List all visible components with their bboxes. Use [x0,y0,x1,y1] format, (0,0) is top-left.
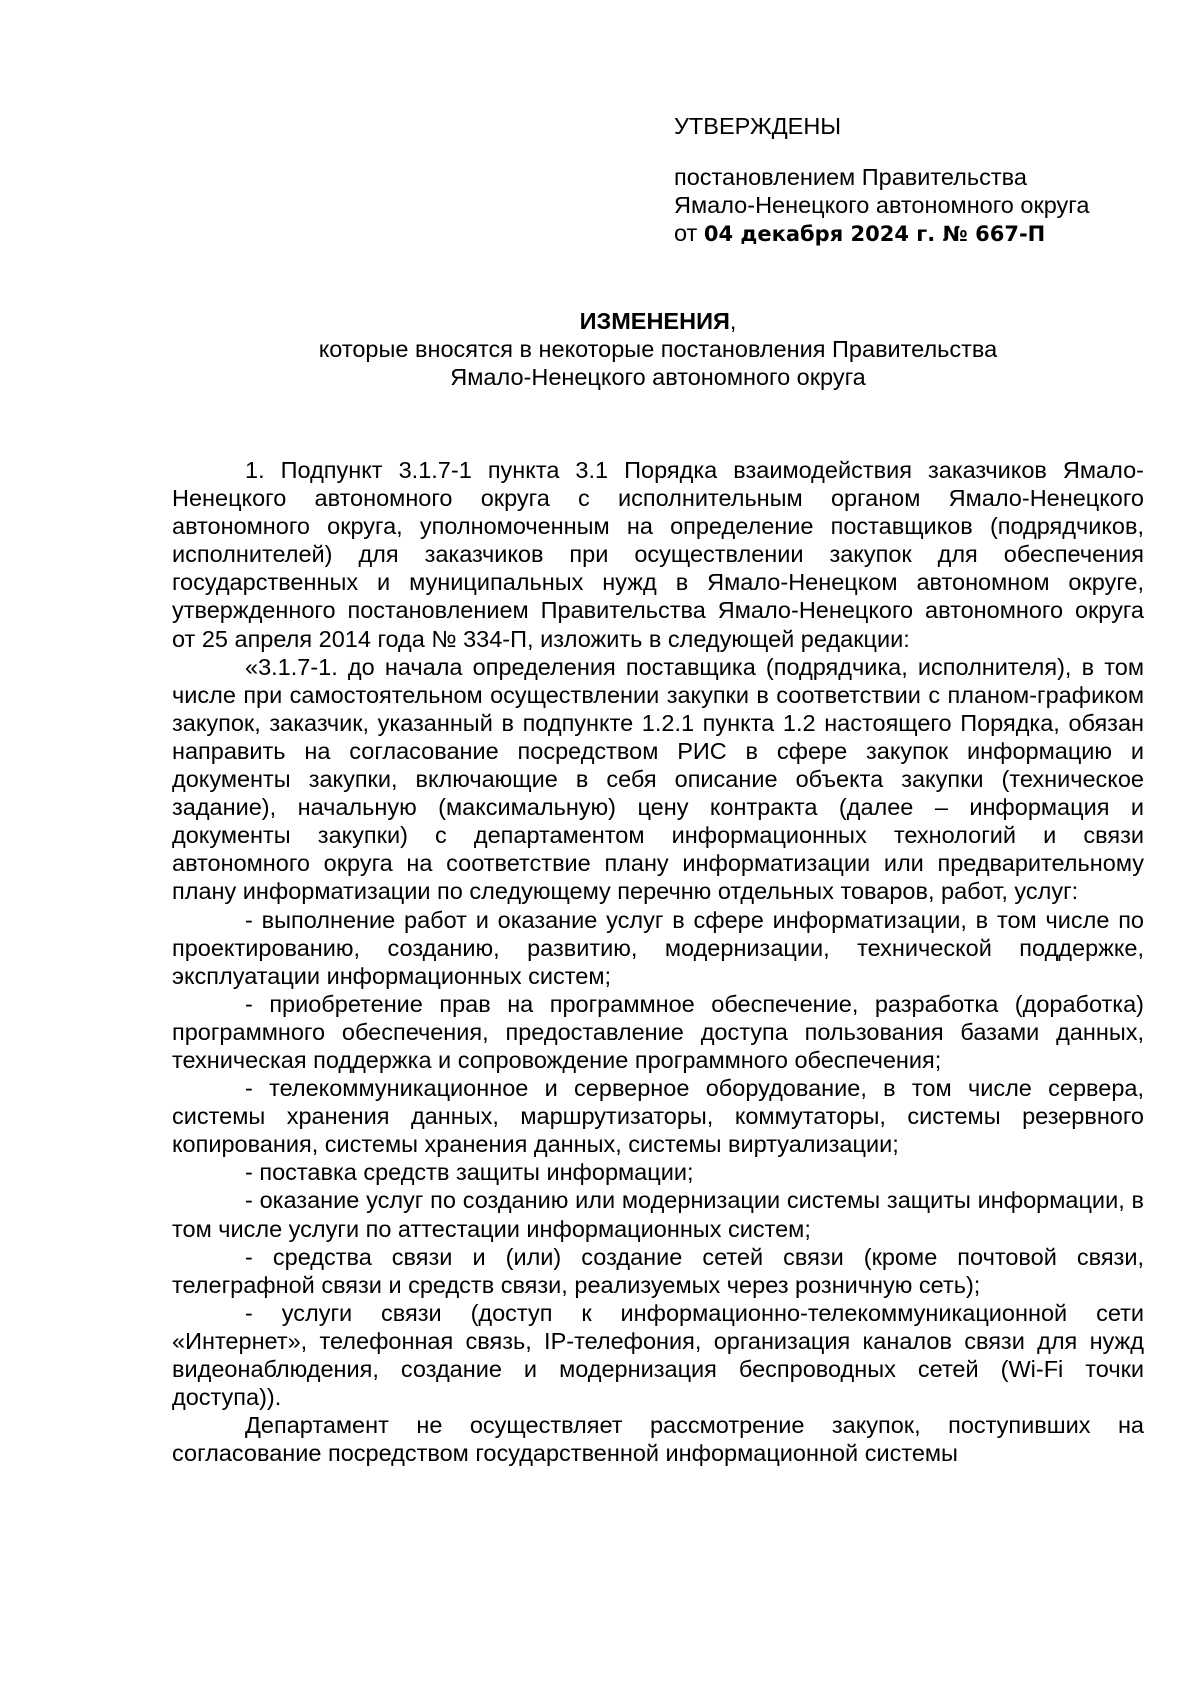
list-item-security-services: - оказание услуг по созданию или модернизации системы защиты информации, в том числе услуги по аттестации информационных систем; [172,1187,1144,1242]
list-item-informatization-works: - выполнение работ и оказание услуг в сфере информатизации, в том числе по проектированию, созданию, развитию, модернизации, технической поддержке, эксплуатации информационных систем; [172,906,1144,989]
approval-heading: УТВЕРЖДЕНЫ [674,113,842,139]
title-main-line [172,307,1144,335]
approval-stamp [674,112,1174,248]
document-title [172,307,1144,391]
title-subtitle-1: которые вносятся в некоторые постановления Правительства [318,336,998,362]
approval-date-line [674,219,1174,248]
approval-line-2: Ямало-Ненецкого автономного округа [674,192,1090,218]
list-item-software-rights: - приобретение прав на программное обеспечение, разработка (доработка) программного обеспечения, предоставление доступа пользования базами данных, техническая поддержка и сопровождение программного обеспечения; [172,990,1144,1073]
document-body [172,456,1144,1467]
paragraph-1: 1. Подпункт 3.1.7-1 пункта 3.1 Порядка взаимодействия заказчиков Ямало-Ненецкого автономного округа с исполнительным органом Ямало-Ненецкого автономного округа, уполномоченным на определение поставщиков (подрядчиков, исполнителей) для заказчиков при осуществлении закупок для обеспечения государственных и муниципальных нужд в Ямало-Ненецком автономном округе, утвержденного постановлением Правительства Ямало-Ненецкого автономного округа от 25 апреля 2014 года № 334-П, изложить в следующей редакции: [172,457,1144,652]
title-comma: , [729,308,737,334]
approval-line-1: постановлением Правительства [674,164,1027,190]
paragraph-department: Департамент не осуществляет рассмотрение закупок, поступивших на согласование посредством государственной информационной системы [172,1412,1144,1467]
title-main: ИЗМЕНЕНИЯ [579,308,730,334]
list-item-communication-services: - услуги связи (доступ к информационно-телекоммуникационной сети «Интернет», телефонная связь, IP-телефония, организация каналов связи для нужд видеонаблюдения, создание и модернизация беспроводных сетей (Wi-Fi точки доступа)). [172,1299,1144,1411]
title-subtitle-2: Ямало-Ненецкого автономного округа [450,364,866,390]
paragraph-2: «3.1.7-1. до начала определения поставщика (подрядчика, исполнителя), в том числе при самостоятельном осуществлении закупки в соответствии с планом-графиком закупок, заказчик, указанный в подпункте 1.2.1 пункта 1.2 настоящего Порядка, обязан направить на согласование посредством РИС в сфере закупок информацию и документы закупки, включающие в себя описание объекта закупки (техническое задание), начальную (максимальную) цену контракта (далее – информация и документы закупки) с департаментом информационных технологий и связи автономного округа на соответствие плану информатизации или предварительному плану информатизации по следующему перечню отдельных товаров, работ, услуг: [172,653,1144,905]
list-item-telecom-equipment: - телекоммуникационное и серверное оборудование, в том числе сервера, системы хранения данных, маршрутизаторы, коммутаторы, системы резервного копирования, системы хранения данных, системы виртуализации; [172,1075,1144,1158]
approval-date-value: 04 декабря 2024 г. № 667-П [703,222,1046,246]
list-item-communication-means: - средства связи и (или) создание сетей связи (кроме почтовой связи, телеграфной связи и средств связи, реализуемых через розничную сеть); [172,1243,1144,1298]
approval-date-prefix: от [674,220,704,246]
list-item-security-tools: - поставка средств защиты информации; [245,1159,694,1186]
